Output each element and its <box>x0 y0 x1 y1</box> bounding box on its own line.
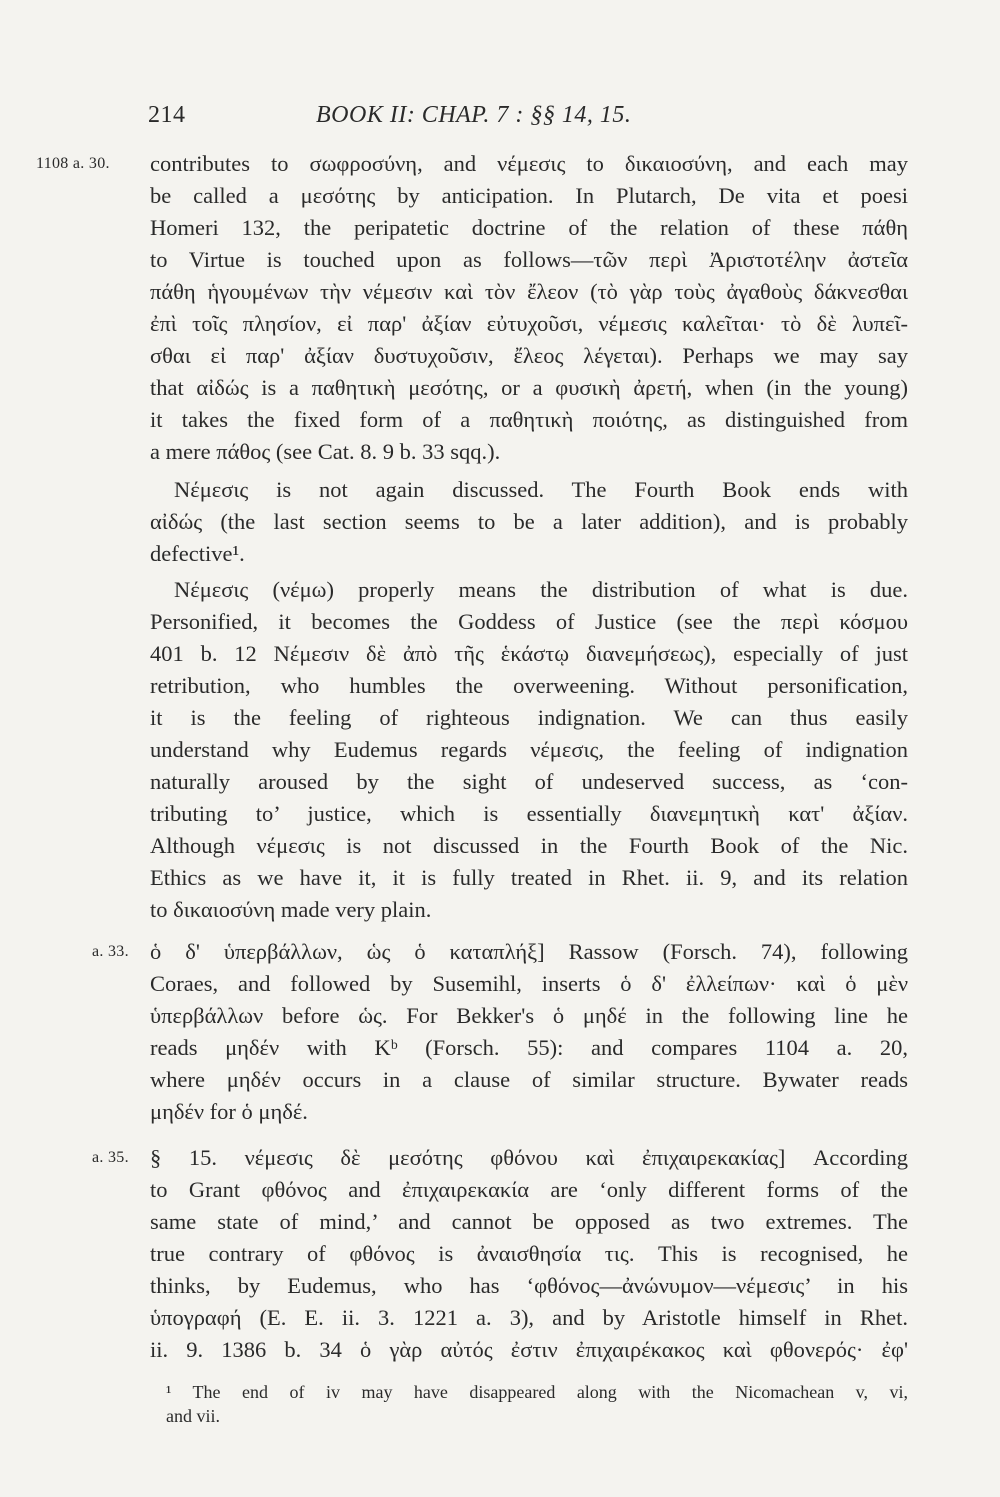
paragraph-4 <box>92 936 908 1128</box>
text-line: naturally aroused by the sight of undeserved success, as ‘con- <box>150 769 908 794</box>
page-number: 214 <box>148 102 186 128</box>
text-line: ii. 9. 1386 b. 34 ὁ γὰρ αὐτός ἐστιν ἐπιχαιρέκακος καὶ φθονερός· ἐφ' <box>150 1337 908 1362</box>
text-line: that αἰδώς is a παθητικὴ μεσότης, or a φυσικὴ ἀρετή, when (in the young) <box>150 375 908 400</box>
footnote-line: ¹ The end of iv may have disappeared along with the Nicomachean v, vi, <box>166 1382 908 1402</box>
text-line: πάθη ἡγουμένων τὴν νέμεσιν καὶ τὸν ἔλεον (τὸ γὰρ τοὺς ἀγαθοὺς δάκνεσθαι <box>150 279 908 304</box>
text-line: a. 35. § 15. νέμεσις δὲ μεσότης φθόνου καὶ ἐπιχαιρεκακίας] According <box>150 1142 908 1174</box>
text-line: Νέμεσις is not again discussed. The Fourth Book ends with <box>174 477 908 502</box>
text-line: a mere πάθος (see Cat. 8. 9 b. 33 sqq.). <box>150 439 501 464</box>
paragraph-3 <box>150 574 908 926</box>
text-line: to δικαιοσύνη made very plain. <box>150 897 432 922</box>
text-line: σθαι εἰ παρ' ἀξίαν δυστυχοῦσιν, ἔλεος λέγεται). Perhaps we may say <box>150 343 908 368</box>
text-line: αἰδώς (the last section seems to be a later addition), and is probably <box>150 509 908 534</box>
text-line: 1108 a. 30. contributes to σωφροσύνη, and νέμεσις to δικαιοσύνη, and each may <box>150 148 908 180</box>
text-line: retribution, who humbles the overweening. Without personification, <box>150 673 908 698</box>
text-line: reads μηδέν with Kᵇ (Forsch. 55): and compares 1104 a. 20, <box>150 1035 908 1060</box>
text-line: ἐπὶ τοῖς πλησίον, εἰ παρ' ἀξίαν εὐτυχοῦσι, νέμεσις καλεῖται· τὸ δὲ λυπεῖ- <box>150 311 908 336</box>
paragraph-5 <box>92 1142 908 1366</box>
text-line: where μηδέν occurs in a clause of similar structure. Bywater reads <box>150 1067 908 1092</box>
text-line: Coraes, and followed by Susemihl, inserts ὁ δ' ἐλλείπων· καὶ ὁ μὲν <box>150 971 908 996</box>
text-line: 401 b. 12 Νέμεσιν δὲ ἀπὸ τῆς ἑκάστῳ διανεμήσεως), especially of just <box>150 641 908 666</box>
text-line: be called a μεσότης by anticipation. In Plutarch, De vita et poesi <box>150 183 908 208</box>
text-line: same state of mind,’ and cannot be opposed as two extremes. The <box>150 1209 908 1234</box>
text-line: μηδέν for ὁ μηδέ. <box>150 1099 308 1124</box>
text-line: Νέμεσις (νέμω) properly means the distribution of what is due. <box>174 577 908 602</box>
text-line: a. 33. ὁ δ' ὑπερβάλλων, ὡς ὁ καταπλήξ] Rassow (Forsch. 74), following <box>150 936 908 968</box>
text-line: ὑπερβάλλων before ὡς. For Bekker's ὁ μηδέ in the following line he <box>150 1003 908 1028</box>
text-line: understand why Eudemus regards νέμεσις, the feeling of indignation <box>150 737 908 762</box>
text-line: Homeri 132, the peripatetic doctrine of the relation of these πάθη <box>150 215 908 240</box>
margin-reference: a. 33. <box>92 943 129 960</box>
text-line: Personified, it becomes the Goddess of Justice (see the περὶ κόσμου <box>150 609 908 634</box>
text-line: ὑπογραφή (E. E. ii. 3. 1221 a. 3), and by Aristotle himself in Rhet. <box>150 1305 908 1330</box>
text-line: to Grant φθόνος and ἐπιχαιρεκακία are ‘only different forms of the <box>150 1177 908 1202</box>
margin-reference: a. 35. <box>92 1149 129 1166</box>
text-line: Although νέμεσις is not discussed in the Fourth Book of the Nic. <box>150 833 908 858</box>
margin-reference: 1108 a. 30. <box>36 155 110 172</box>
footnote-line: and vii. <box>166 1406 220 1426</box>
text-line: true contrary of φθόνος is ἀναισθησία τις. This is recognised, he <box>150 1241 908 1266</box>
running-title: BOOK II: CHAP. 7 : §§ 14, 15. <box>316 102 632 128</box>
text-line: tributing to’ justice, which is essentially διανεμητικὴ κατ' ἀξίαν. <box>150 801 908 826</box>
paragraph-1 <box>36 148 908 468</box>
text-line: it is the feeling of righteous indignation. We can thus easily <box>150 705 908 730</box>
text-line: Ethics as we have it, it is fully treated in Rhet. ii. 9, and its relation <box>150 865 908 890</box>
text-line: defective¹. <box>150 541 245 566</box>
text-line: it takes the fixed form of a παθητικὴ ποιότης, as distinguished from <box>150 407 908 432</box>
footnote <box>166 1380 908 1428</box>
paragraph-2 <box>150 474 908 570</box>
text-line: thinks, by Eudemus, who has ‘φθόνος—ἀνώνυμον—νέμεσις’ in his <box>150 1273 908 1298</box>
text-line: to Virtue is touched upon as follows—τῶν περὶ Ἀριστοτέλην ἀστεῖα <box>150 247 908 272</box>
